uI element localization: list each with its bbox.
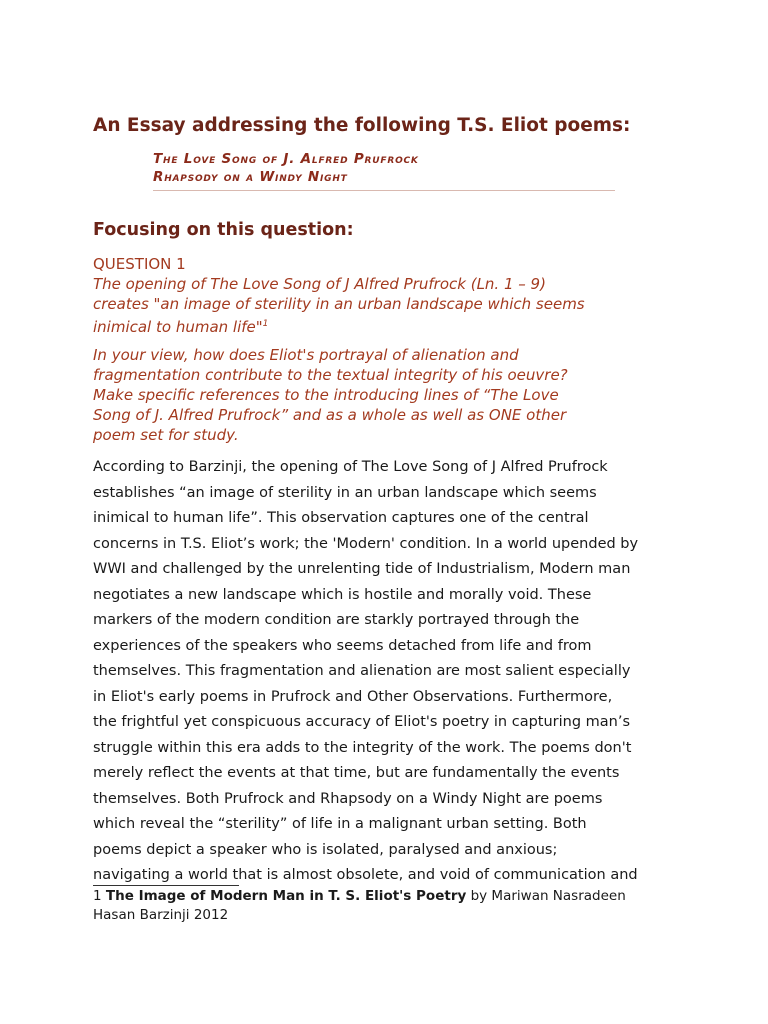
- question-prompt-line-last: [93, 314, 693, 337]
- footnote-source-title: The Image of Modern Man in T. S. Eliot's Poetry: [105, 888, 467, 904]
- body-line: According to Barzinji, the opening of The Love Song of J Alfred Prufrock: [93, 459, 608, 475]
- focus-heading: Focusing on this question:: [93, 220, 354, 240]
- body-line: navigating a world that is almost obsolete, and void of communication and: [93, 867, 638, 883]
- question-task-line: Make specific references to the introducing lines of “The Love: [93, 386, 559, 404]
- body-line: struggle within this era adds to the integrity of the work. The poems don't: [93, 739, 632, 756]
- poem-title: Rhapsody on a Windy Night: [153, 169, 348, 185]
- body-line: the frightful yet conspicuous accuracy of Eliot's poetry in capturing man’s: [93, 714, 631, 730]
- question-prompt-line: creates "an image of sterility in an urban landscape which seems: [93, 295, 585, 313]
- body-line: negotiates a new landscape which is hostile and morally void. These: [93, 586, 592, 603]
- body-line: in Eliot's early poems in Prufrock and Other Observations. Furthermore,: [93, 688, 613, 705]
- question-task: [93, 345, 693, 445]
- body-line: markers of the modern condition are starkly portrayed through the: [93, 612, 580, 628]
- question-task-line: In your view, how does Eliot's portrayal of alienation and: [93, 346, 519, 364]
- footnote-number: 1: [93, 888, 102, 904]
- footnote-line: [93, 887, 693, 906]
- footnote-author-line: Hasan Barzinji 2012: [93, 907, 229, 923]
- body-line: themselves. This fragmentation and alienation are most salient especially: [93, 663, 631, 679]
- body-line: themselves. Both Prufrock and Rhapsody on a Windy Night are poems: [93, 790, 603, 807]
- question-label: QUESTION 1: [93, 255, 186, 273]
- essay-title: An Essay addressing the following T.S. Eliot poems:: [93, 115, 631, 136]
- poem-title: The Love Song of J. Alfred Prufrock: [153, 151, 419, 167]
- body-line: experiences of the speakers who seems detached from life and from: [93, 637, 592, 654]
- essay-body: [93, 455, 693, 889]
- question-prompt-line: The opening of The Love Song of J Alfred Prufrock (Ln. 1 – 9): [93, 275, 546, 293]
- footnote-divider: [93, 885, 239, 886]
- question-prompt-line-text: inimical to human life": [93, 318, 263, 336]
- body-line: inimical to human life”. This observation captures one of the central: [93, 510, 589, 526]
- body-line: which reveal the “sterility” of life in a malignant urban setting. Both: [93, 816, 587, 832]
- footnote-reference: 1: [262, 319, 269, 329]
- question-prompt: [93, 274, 693, 337]
- question-task-line: poem set for study.: [93, 426, 239, 444]
- poem-list: [153, 150, 615, 191]
- body-line: concerns in T.S. Eliot’s work; the 'Modern' condition. In a world upended by: [93, 535, 639, 552]
- footnote: [93, 887, 693, 925]
- body-line: merely reflect the events at that time, but are fundamentally the events: [93, 765, 620, 781]
- question-task-line: Song of J. Alfred Prufrock” and as a whole as well as ONE other: [93, 406, 567, 424]
- footnote-author: by Mariwan Nasradeen: [470, 888, 626, 904]
- body-line: establishes “an image of sterility in an urban landscape which seems: [93, 484, 597, 501]
- question-task-line: fragmentation contribute to the textual integrity of his oeuvre?: [93, 366, 568, 384]
- body-line: WWI and challenged by the unrelenting tide of Industrialism, Modern man: [93, 561, 631, 577]
- body-line: poems depict a speaker who is isolated, paralysed and anxious;: [93, 841, 558, 858]
